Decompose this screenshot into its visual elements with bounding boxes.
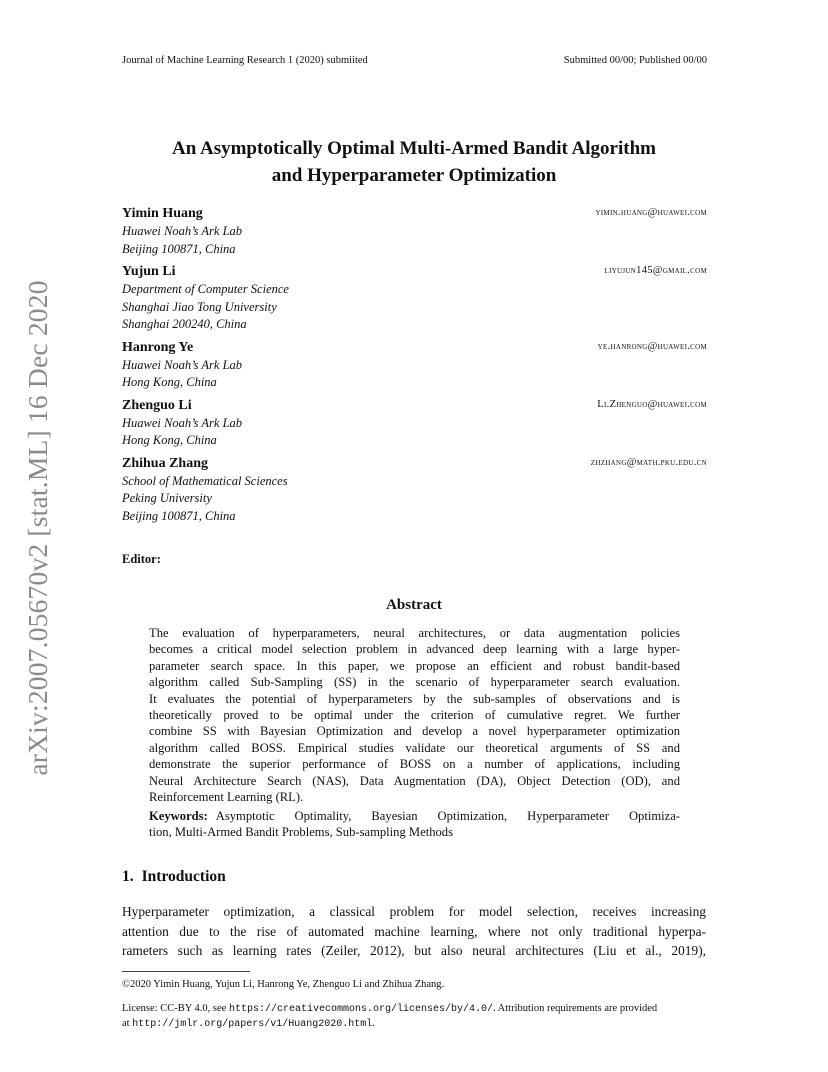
abstract-line: algorithm called Sub-Sampling (SS) in the scenario of hyperparameter search evaluation. (149, 675, 680, 690)
abstract-line: theoretically proved to be optimal under the criterion of cumulative regret. We further (149, 708, 680, 723)
abstract-line: combine SS with Bayesian Optimization and develop a novel hyperparameter optimization (149, 724, 680, 739)
abstract-heading: Abstract (386, 597, 442, 613)
abstract-body (149, 625, 680, 805)
body-line: Hyperparameter optimization, a classical problem for model selection, receives increasing (122, 904, 706, 919)
author-name: Zhihua Zhang (122, 455, 208, 471)
author-name: Hanrong Ye (122, 339, 194, 355)
paper-url-line (122, 1017, 706, 1033)
author-name: Zhenguo Li (122, 397, 192, 413)
affiliation-line: Hong Kong, China (122, 375, 217, 389)
author-block (122, 205, 707, 258)
license-prefix: License: CC-BY 4.0, see (122, 1002, 229, 1014)
affiliation-line: Peking University (122, 491, 212, 505)
running-header-dates: Submitted 00/00; Published 00/00 (563, 55, 707, 66)
body-line: attention due to the rise of automated machine learning, where not only traditional hyperpa- (122, 923, 706, 939)
abstract-line: Reinforcement Learning (RL). (149, 790, 304, 805)
copyright-notice: ©2020 Yimin Huang, Yujun Li, Hanrong Ye, Zhenguo Li and Zhihua Zhang. (122, 979, 445, 990)
author-block (122, 397, 707, 450)
keywords-line (149, 808, 680, 824)
affiliation-line: Shanghai 200240, China (122, 317, 247, 331)
keywords (149, 808, 680, 841)
footnote-rule (122, 971, 250, 972)
keywords-line: tion, Multi-Armed Bandit Problems, Sub-sampling Methods (149, 825, 453, 840)
affiliation-line: Beijing 100871, China (122, 241, 236, 256)
abstract-line: demonstrate the superior performance of BOSS on a number of applications, including (149, 757, 680, 772)
affiliation-line: School of Mathematical Sciences (122, 473, 288, 488)
affiliation-line: Huawei Noah’s Ark Lab (122, 415, 243, 430)
affiliation-line: Beijing 100871, China (122, 508, 236, 523)
abstract-line: Neural Architecture Search (NAS), Data Augmentation (DA), Object Detection (OD), and (149, 773, 680, 788)
keywords-text: Asymptotic Optimality, Bayesian Optimization, Hyperparameter Optimiza- (215, 809, 680, 823)
license-link[interactable]: https://creativecommons.org/licenses/by/4.0/ (228, 1003, 493, 1015)
abstract-line: algorithm called BOSS. Empirical studies validate our theoretical arguments of SS and (149, 740, 680, 755)
abstract-line: parameter search space. In this paper, we propose an efficient and robust bandit-based (149, 658, 680, 673)
body-line: rameters such as learning rates (Zeiler, 2012), but also neural architectures (Liu et al., 2019), (122, 943, 706, 958)
author-email: Li.Zhenguo@huawei.com (597, 398, 707, 410)
title-line: An Asymptotically Optimal Multi-Armed Bandit Algorithm (172, 138, 656, 159)
author-list (122, 205, 707, 530)
author-name: Yujun Li (122, 264, 176, 279)
editor-label: Editor: (122, 552, 161, 566)
running-header-journal: Journal of Machine Learning Research 1 (2020) submiited (122, 55, 368, 66)
author-block (122, 455, 707, 526)
author-email: ye.hanrong@huawei.com (597, 340, 707, 352)
author-email: zhzhang@math.pku.edu.cn (590, 456, 707, 468)
footnote (122, 978, 706, 1033)
section-heading (122, 868, 226, 886)
affiliation-line: Huawei Noah’s Ark Lab (122, 224, 243, 238)
affiliation-line: Hong Kong, China (122, 433, 217, 447)
paper-link[interactable]: http://jmlr.org/papers/v1/Huang2020.html (132, 1019, 373, 1030)
license-suffix: . Attribution requirements are provided (492, 1002, 658, 1014)
keywords-label: Keywords: (149, 809, 208, 823)
license-line (122, 1002, 706, 1018)
section-number: 1. (122, 868, 134, 885)
arxiv-identifier: arXiv:2007.05670v2 [stat.ML] 16 Dec 2020 (22, 280, 53, 776)
affiliation-line: Shanghai Jiao Tong University (122, 299, 277, 314)
author-email: yimin.huang@huawei.com (595, 207, 707, 218)
affiliation-line: Huawei Noah’s Ark Lab (122, 357, 243, 372)
url-suffix: . (372, 1018, 375, 1029)
title-line: and Hyperparameter Optimization (271, 165, 557, 186)
abstract-line: It evaluates the potential of hyperparameters by the sub-samples of observations and is (149, 691, 680, 706)
author-block (122, 339, 707, 392)
introduction-body (122, 902, 706, 961)
author-name: Yimin Huang (122, 206, 203, 221)
abstract-line: The evaluation of hyperparameters, neural architectures, or data augmentation policies (149, 626, 680, 640)
abstract-line: becomes a critical model selection problem in advanced deep learning with a large hyper- (149, 642, 680, 657)
paper-title (90, 135, 738, 189)
author-email: liyujun145@gmail.com (604, 265, 707, 276)
author-block (122, 263, 707, 334)
section-title: Introduction (141, 868, 226, 885)
affiliation-line: Department of Computer Science (122, 282, 289, 296)
url-prefix: at (122, 1018, 133, 1029)
